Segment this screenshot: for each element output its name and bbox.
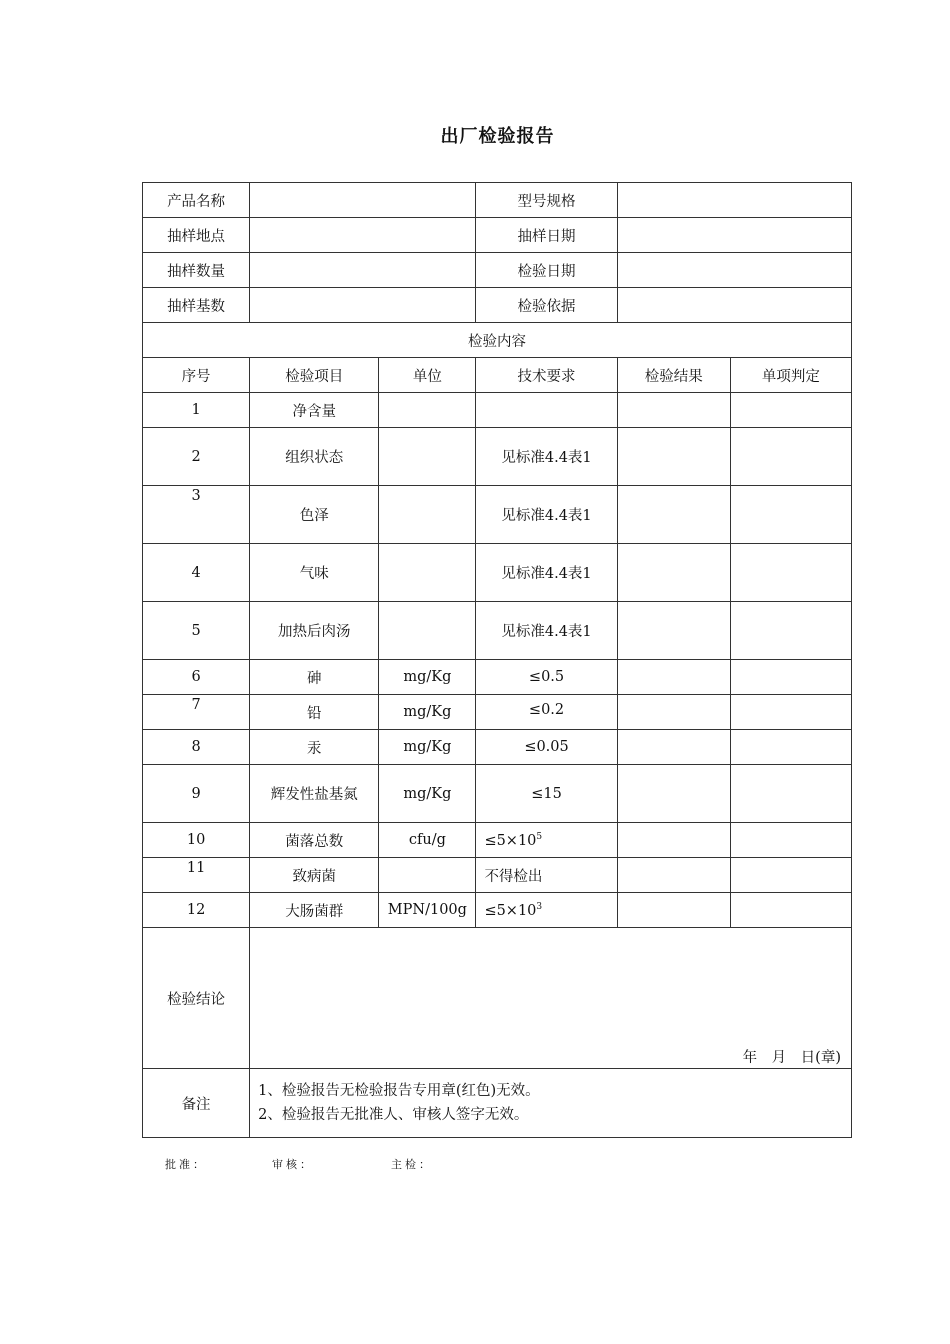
row-judgement[interactable] [730,893,851,928]
requirement-text: ≤5×10 [484,902,537,919]
row-judgement[interactable] [730,730,851,765]
model-spec-label: 型号规格 [476,183,617,218]
model-spec-value[interactable] [617,183,851,218]
row-item: 气味 [250,544,379,602]
row-requirement: 见标准4.4表1 [476,544,617,602]
row-judgement[interactable] [730,486,851,544]
column-header: 序号 [143,358,250,393]
row-result[interactable] [617,823,730,858]
row-unit [379,393,476,428]
row-unit [379,428,476,486]
conclusion-row [143,928,852,1069]
table-row [143,393,852,428]
conclusion-date-line: 年 月 日(章) [742,1050,841,1066]
column-header-row [143,358,852,393]
row-item: 色泽 [250,486,379,544]
table-row [143,730,852,765]
row-judgement[interactable] [730,393,851,428]
row-number: 11 [143,858,250,893]
column-header: 技术要求 [476,358,617,393]
row-item: 砷 [250,660,379,695]
row-number: 5 [143,602,250,660]
row-requirement: 见标准4.4表1 [476,428,617,486]
requirement-exponent: 3 [536,901,543,912]
row-requirement: 不得检出 [476,858,617,893]
inspection-report-table [142,182,852,1138]
row-unit: mg/Kg [379,660,476,695]
row-number: 1 [143,393,250,428]
row-result[interactable] [617,730,730,765]
row-judgement[interactable] [730,823,851,858]
row-number: 6 [143,660,250,695]
row-result[interactable] [617,544,730,602]
row-number: 4 [143,544,250,602]
footer-inspect-label: 主检： [391,1158,433,1171]
row-requirement [476,823,617,858]
row-item: 致病菌 [250,858,379,893]
row-result[interactable] [617,858,730,893]
conclusion-label: 检验结论 [143,928,250,1069]
row-item: 辉发性盐基氮 [250,765,379,823]
row-unit [379,858,476,893]
row-number: 8 [143,730,250,765]
product-name-value[interactable] [250,183,476,218]
row-requirement [476,393,617,428]
row-number: 7 [143,695,250,730]
notes-label: 备注 [143,1069,250,1138]
note-line-1: 1、检验报告无检验报告专用章(红色)无效。 [258,1083,540,1099]
row-item: 加热后肉汤 [250,602,379,660]
column-header: 单位 [379,358,476,393]
row-requirement: ≤0.2 [476,695,617,730]
row-requirement: ≤0.05 [476,730,617,765]
row-result[interactable] [617,393,730,428]
table-row [143,765,852,823]
row-judgement[interactable] [730,695,851,730]
row-item: 菌落总数 [250,823,379,858]
conclusion-content[interactable] [250,928,852,1069]
footer-approve-label: 批准： [165,1158,207,1171]
sampling-base-value[interactable] [250,288,476,323]
sampling-quantity-value[interactable] [250,253,476,288]
requirement-exponent: 5 [536,831,543,842]
row-result[interactable] [617,695,730,730]
row-judgement[interactable] [730,544,851,602]
row-unit: cfu/g [379,823,476,858]
product-name-label: 产品名称 [143,183,250,218]
row-judgement[interactable] [730,660,851,695]
row-requirement: ≤0.5 [476,660,617,695]
row-requirement: ≤15 [476,765,617,823]
table-row [143,660,852,695]
table-row [143,544,852,602]
row-result[interactable] [617,486,730,544]
row-item: 净含量 [250,393,379,428]
requirement-text: ≤5×10 [484,832,537,849]
row-number: 12 [143,893,250,928]
row-item: 组织状态 [250,428,379,486]
row-result[interactable] [617,660,730,695]
row-number: 3 [143,486,250,544]
row-item: 铅 [250,695,379,730]
row-unit: MPN/100g [379,893,476,928]
info-row [143,253,852,288]
notes-row [143,1069,852,1138]
sampling-location-value[interactable] [250,218,476,253]
row-unit [379,544,476,602]
sampling-location-label: 抽样地点 [143,218,250,253]
inspection-basis-label: 检验依据 [476,288,617,323]
row-judgement[interactable] [730,765,851,823]
row-requirement [476,893,617,928]
row-result[interactable] [617,765,730,823]
row-result[interactable] [617,428,730,486]
row-result[interactable] [617,602,730,660]
info-row [143,218,852,253]
info-row [143,183,852,218]
row-item: 大肠菌群 [250,893,379,928]
table-row [143,893,852,928]
row-unit: mg/Kg [379,695,476,730]
row-judgement[interactable] [730,428,851,486]
row-number: 9 [143,765,250,823]
table-row [143,428,852,486]
row-unit: mg/Kg [379,765,476,823]
table-row [143,695,852,730]
section-header-row [143,323,852,358]
table-row [143,486,852,544]
row-unit [379,602,476,660]
footer-review-label: 审核： [272,1158,314,1171]
row-unit: mg/Kg [379,730,476,765]
sampling-date-value[interactable] [617,218,851,253]
row-unit [379,486,476,544]
row-judgement[interactable] [730,858,851,893]
info-row [143,288,852,323]
sampling-base-label: 抽样基数 [143,288,250,323]
row-item: 汞 [250,730,379,765]
column-header: 检验结果 [617,358,730,393]
table-row [143,823,852,858]
inspection-date-label: 检验日期 [476,253,617,288]
column-header: 单项判定 [730,358,851,393]
note-line-2: 2、检验报告无批准人、审核人签字无效。 [258,1107,529,1123]
inspection-date-value[interactable] [617,253,851,288]
inspection-basis-value[interactable] [617,288,851,323]
column-header: 检验项目 [250,358,379,393]
row-requirement: 见标准4.4表1 [476,486,617,544]
section-title: 检验内容 [143,323,852,358]
row-number: 10 [143,823,250,858]
row-number: 2 [143,428,250,486]
row-result[interactable] [617,893,730,928]
sampling-date-label: 抽样日期 [476,218,617,253]
row-requirement: 见标准4.4表1 [476,602,617,660]
page-title: 出厂检验报告 [440,126,555,147]
table-row [143,602,852,660]
row-judgement[interactable] [730,602,851,660]
sampling-quantity-label: 抽样数量 [143,253,250,288]
notes-content [250,1069,852,1138]
table-row [143,858,852,893]
